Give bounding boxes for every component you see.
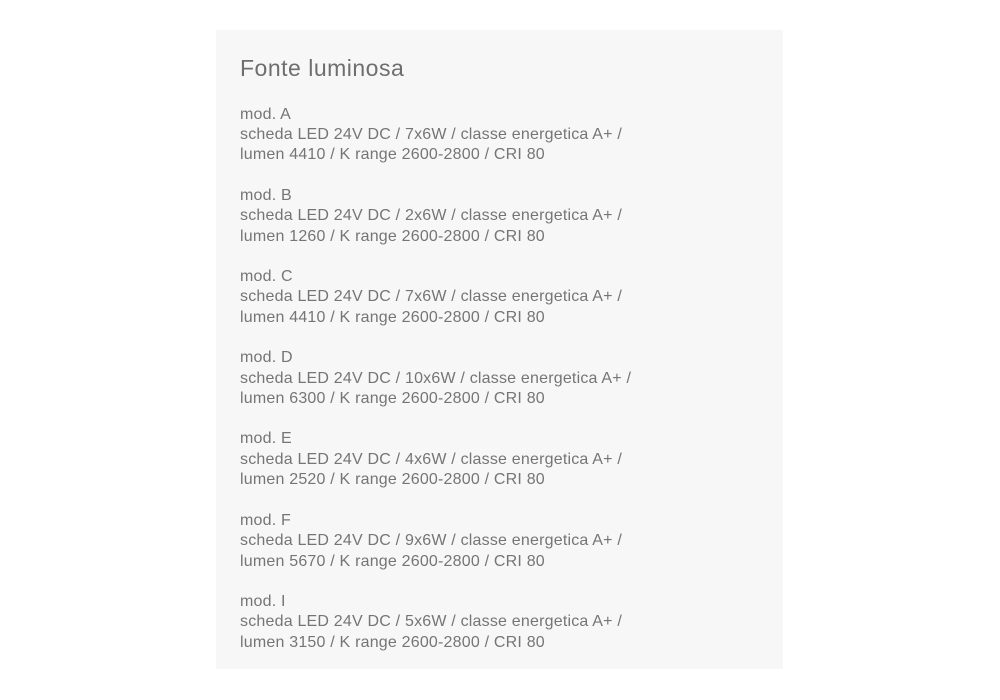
model-spec-line-1: scheda LED 24V DC / 2x6W / classe energetica A+ / xyxy=(240,207,622,225)
model-name: mod. A xyxy=(240,105,292,123)
model-spec-line-2: lumen 1260 / K range 2600-2800 / CRI 80 xyxy=(240,227,545,245)
model-block-f xyxy=(240,511,759,572)
model-name: mod. C xyxy=(240,268,293,286)
model-name: mod. E xyxy=(240,430,292,448)
model-spec-line-2: lumen 6300 / K range 2600-2800 / CRI 80 xyxy=(240,390,545,408)
model-spec-line-1: scheda LED 24V DC / 10x6W / classe energetica A+ / xyxy=(240,369,632,387)
model-spec-line-1: scheda LED 24V DC / 7x6W / classe energetica A+ / xyxy=(240,288,622,306)
model-spec-line-1: scheda LED 24V DC / 4x6W / classe energetica A+ / xyxy=(240,450,622,468)
light-source-panel xyxy=(216,30,783,669)
model-name: mod. I xyxy=(240,592,286,610)
model-spec-line-1: scheda LED 24V DC / 9x6W / classe energetica A+ / xyxy=(240,532,622,550)
model-name: mod. D xyxy=(240,349,293,367)
model-block-i xyxy=(240,592,759,653)
model-block-d xyxy=(240,348,759,409)
model-spec-line-2: lumen 5670 / K range 2600-2800 / CRI 80 xyxy=(240,552,545,570)
model-spec-line-2: lumen 3150 / K range 2600-2800 / CRI 80 xyxy=(240,633,545,651)
model-block-b xyxy=(240,186,759,247)
model-spec-line-2: lumen 4410 / K range 2600-2800 / CRI 80 xyxy=(240,146,545,164)
model-spec-line-2: lumen 4410 / K range 2600-2800 / CRI 80 xyxy=(240,308,545,326)
model-spec-line-2: lumen 2520 / K range 2600-2800 / CRI 80 xyxy=(240,471,545,489)
model-block-c xyxy=(240,267,759,328)
model-name: mod. F xyxy=(240,511,291,529)
model-block-a xyxy=(240,105,759,166)
model-spec-line-1: scheda LED 24V DC / 5x6W / classe energetica A+ / xyxy=(240,613,622,631)
model-spec-line-1: scheda LED 24V DC / 7x6W / classe energetica A+ / xyxy=(240,126,622,143)
panel-title: Fonte luminosa xyxy=(240,55,405,81)
model-block-e xyxy=(240,429,759,490)
model-name: mod. B xyxy=(240,186,292,204)
